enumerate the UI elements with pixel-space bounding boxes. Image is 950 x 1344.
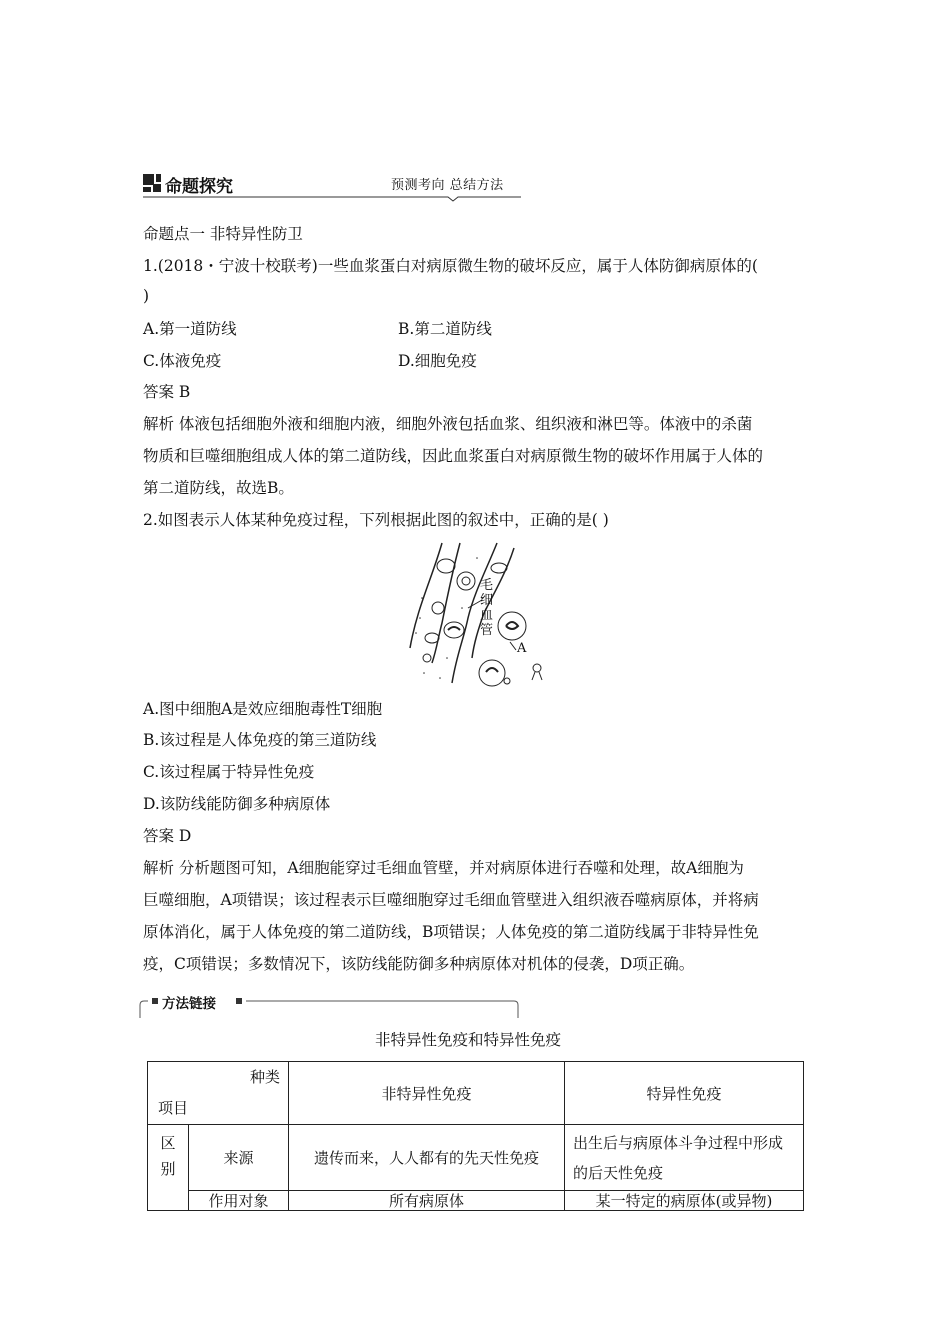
section-subtitle: 预测考向 总结方法 [391,178,504,193]
method-link-header [138,997,520,1019]
capillary-illustration [402,538,552,693]
header-specific: 特异性免疫 [565,1062,804,1125]
q2-analysis-line2: 巨噬细胞，A项错误；该过程表示巨噬细胞穿过毛细血管壁进入组织液吞噬病原体，并将病 [143,891,759,909]
q2-stem: 2.如图表示人体某种免疫过程，下列根据此图的叙述中，正确的是( ) [143,511,609,529]
q1-stem-end: ) [143,287,150,305]
section-title: 命题探究 [165,177,233,197]
row2-nonspecific: 所有病原体 [289,1191,565,1211]
q1-option-a: A.第一道防线 [143,320,237,338]
row-group-label: 区别 [160,1134,176,1178]
q2-analysis-line3: 原体消化，属于人体免疫的第二道防线，B项错误；人体免疫的第二道防线属于非特异性免 [143,923,759,941]
q1-analysis-line3: 第二道防线，故选B。 [143,479,294,497]
point-heading: 命题点一 非特异性防卫 [143,225,303,243]
table-title: 非特异性免疫和特异性免疫 [375,1031,562,1049]
header-kind: 种类 [249,1068,280,1086]
q1-answer: 答案 B [143,383,191,401]
q2-option-b: B.该过程是人体免疫的第三道防线 [143,731,377,749]
q1-option-c: C.体液免疫 [143,352,222,370]
q2-analysis-line4: 疫，C项错误；多数情况下，该防线能防御多种病原体对机体的侵袭，D项正确。 [143,955,695,973]
row1-label: 来源 [189,1125,289,1191]
method-link-label: 方法链接 [162,996,216,1012]
q1-option-b: B.第二道防线 [398,320,492,338]
q2-analysis-line1: 解析 分析题图可知，A细胞能穿过毛细血管壁，并对病原体进行吞噬和处理，故A细胞为 [143,859,744,877]
q1-analysis-line1: 解析 体液包括细胞外液和细胞内液，细胞外液包括血浆、组织液和淋巴等。体液中的杀菌 [143,415,753,433]
figure-label-a: A [517,641,527,656]
figure-label-vessel: 毛细血管 [480,578,494,638]
section-square-icon [143,174,161,192]
q1-option-d: D.细胞免疫 [398,352,477,370]
q2-answer: 答案 D [143,827,192,845]
row2-specific: 某一特定的病原体(或异物) [565,1191,804,1211]
header-diagonal-cell [148,1062,289,1125]
row1-specific: 出生后与病原体斗争过程中形成的后天性免疫 [565,1125,804,1191]
section-underline [143,194,523,202]
header-nonspecific: 非特异性免疫 [289,1062,565,1125]
row2-label: 作用对象 [189,1191,289,1211]
section-header [143,172,523,202]
q2-option-c: C.该过程属于特异性免疫 [143,763,315,781]
header-item: 项目 [158,1099,189,1117]
q2-option-d: D.该防线能防御多种病原体 [143,795,331,813]
immunity-table [147,1061,804,1211]
q1-analysis-line2: 物质和巨噬细胞组成人体的第二道防线，因此血浆蛋白对病原微生物的破坏作用属于人体的 [143,447,764,465]
q1-stem: 1.(2018・宁波十校联考)一些血浆蛋白对病原微生物的破坏反应，属于人体防御病原体的( [143,257,758,275]
q2-option-a: A.图中细胞A是效应细胞毒性T细胞 [143,700,383,718]
immune-figure [402,538,552,693]
row1-nonspecific: 遗传而来，人人都有的先天性免疫 [289,1125,565,1191]
